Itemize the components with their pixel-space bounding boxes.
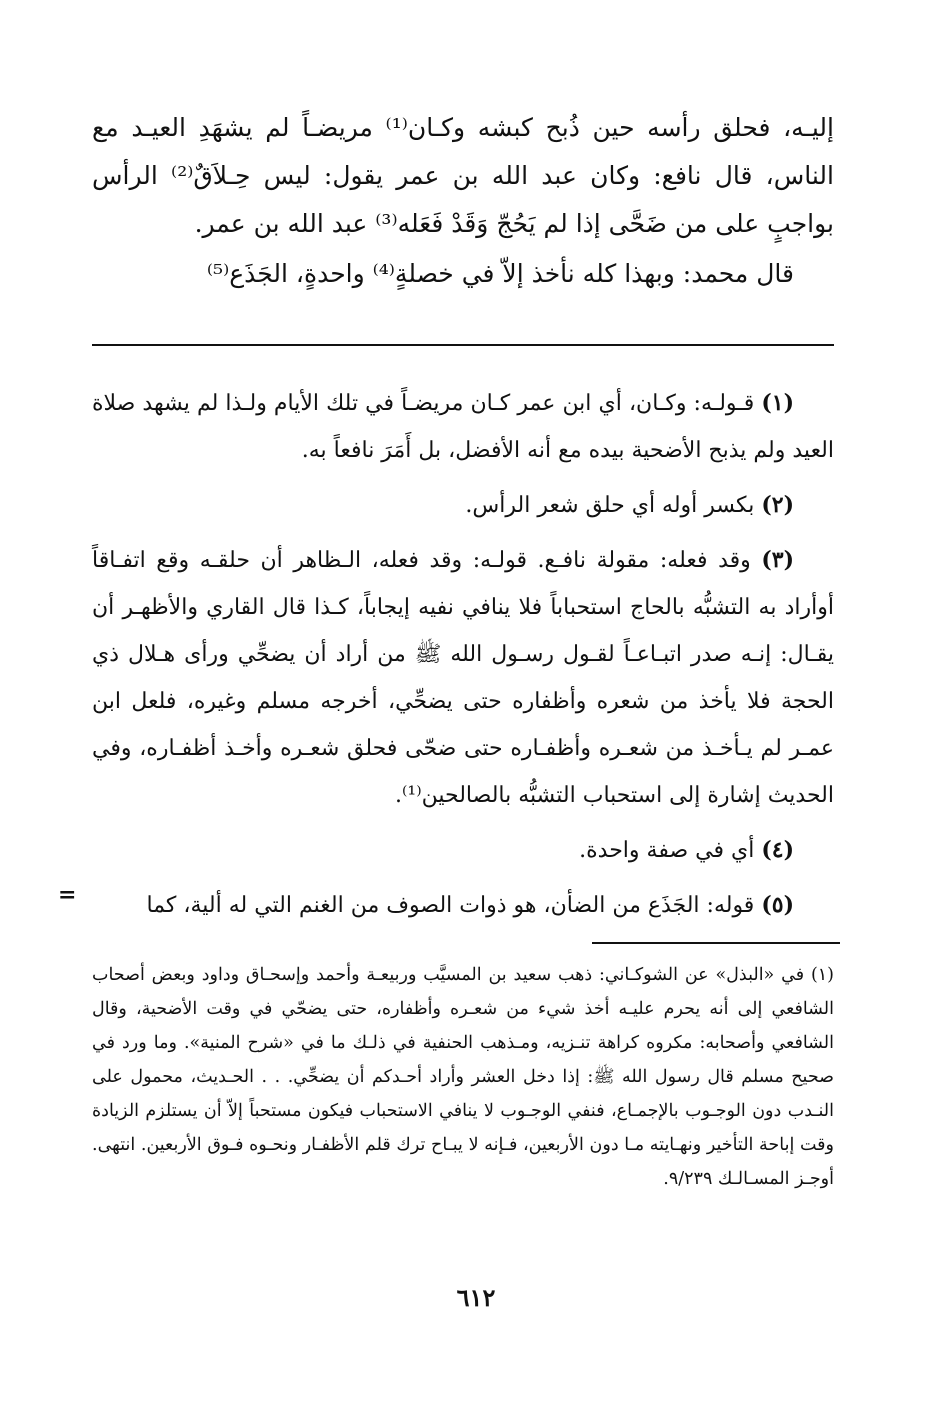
subfootnote-paragraph bbox=[92, 958, 834, 1196]
footnote-5 bbox=[92, 882, 834, 929]
footnote-number: (٤) bbox=[761, 837, 794, 863]
footnote-4 bbox=[92, 827, 834, 874]
footnote-number: (٥) bbox=[761, 892, 794, 918]
footnote-text: وقد فعله: مقولة نافـع. قولـه: وقد فعله، الـظاهر أن حلقـه وقع اتفـاقاً أوأراد به التشبُّه بالحاج استحباباً فلا ينافي نفيه إيجاباً، كـذا قال القاري والأظهـر أن يقـال: إنـه صدر اتبـاعـاً لقـول رسـول الله ﷺ من أراد أن يضحِّي ورأى هـلال ذي الحجة فلا يأخذ من شعره وأظفاره حتى يضحِّي، أخرجه مسلم وغيره، فلعل ابن عمـر لم يـأخـذ من شعـره وأظفـاره حتى ضحّى فحلق شعـره وأخـذ أظفـاره، وفي الحديث إشارة إلى استحباب التشبُّه بالصالحين⁽¹⁾. bbox=[92, 548, 834, 808]
footnote-text: قـولـه: وكـان، أي ابن عمر كـان مريضـاً في تلك الأيام ولـذا لم يشهد صلاة العيد ولم يذبح الأضحية بيده مع أنه الأفضل، بل أَمَرَ نافعاً به. bbox=[92, 391, 834, 463]
footnote-number: (١) bbox=[761, 390, 795, 416]
footnote-text: قوله: الجَذَع من الضأن، هو ذوات الصوف من الغنم التي له ألية، كما bbox=[146, 893, 755, 918]
main-paragraph-2: قال محمد: وبهذا كله نأخذ إلاّ في خصلةٍ⁽⁴⁾ واحدةٍ، الجَذَع⁽⁵⁾ bbox=[206, 259, 794, 288]
continuation-mark: = bbox=[58, 882, 77, 908]
page-number: ٦١٢ bbox=[456, 1283, 496, 1312]
subfootnote-number: (١) bbox=[810, 965, 834, 985]
subfootnote-separator-rule bbox=[592, 942, 840, 944]
footnote-text: بكسر أوله أي حلق شعر الرأس. bbox=[465, 493, 755, 518]
footnote-3 bbox=[92, 537, 834, 819]
subfootnote bbox=[92, 958, 834, 1196]
subfootnote-text: في «البذل» عن الشوكـاني: ذهب سعيد بن المسيَّب وربيعـة وأحمد وإسحـاق وداود وبعض أصحاب الشافعي إلى أنه يحرم عليـه أخذ شيء من شعـره وأظفاره، حتى يضحّي في وقت الأضحية، وقال الشافعي وأصحابه: مكروه كراهة تنـزيه، ومـذهب الحنفية في ذلـك ما في «شرح المنية». وما ورد في صحيح مسلم قال رسول الله ﷺ: إذا دخل العشر وأراد أحـدكم أن يضحِّي. . . الحـديث، محمول على النـدب دون الوجـوب بالإجمـاع، فنفي الوجـوب لا ينافي الاستحباب فيكون مستحباً إلاّ أن يستلزم الزيادة وقت إباحة التأخير ونهـايته مـا دون الأربعين، فـإنه لا يبـاح ترك قلم الأظفـار ونحـوه فـوق الأربعين. انتهى. أوجـز المسـالـك ٩/٢٣٩. bbox=[92, 965, 834, 1189]
footnote-text: أي في صفة واحدة. bbox=[579, 838, 755, 863]
main-paragraph-1: إليـه، فحلق رأسه حين ذُبح كبشه وكـان⁽¹⁾ مريضـاً لم يشهَدِ العيـد مع الناس، قال نافع: وكان عبد الله بن عمر يقول: ليس حِـلاَقٌ⁽²⁾ الرأس بواجبٍ على من ضَحَّى إذا لم يَحُجّ وَقَدْ فَعَله⁽³⁾ عبد الله بن عمر. bbox=[92, 113, 834, 238]
main-text bbox=[92, 104, 834, 298]
footnote-2 bbox=[92, 482, 834, 529]
footnotes bbox=[92, 380, 834, 937]
footnote-1 bbox=[92, 380, 834, 474]
footnote-separator-rule bbox=[92, 344, 834, 346]
footnote-number: (٣) bbox=[761, 547, 794, 573]
footnote-number: (٢) bbox=[761, 492, 794, 518]
